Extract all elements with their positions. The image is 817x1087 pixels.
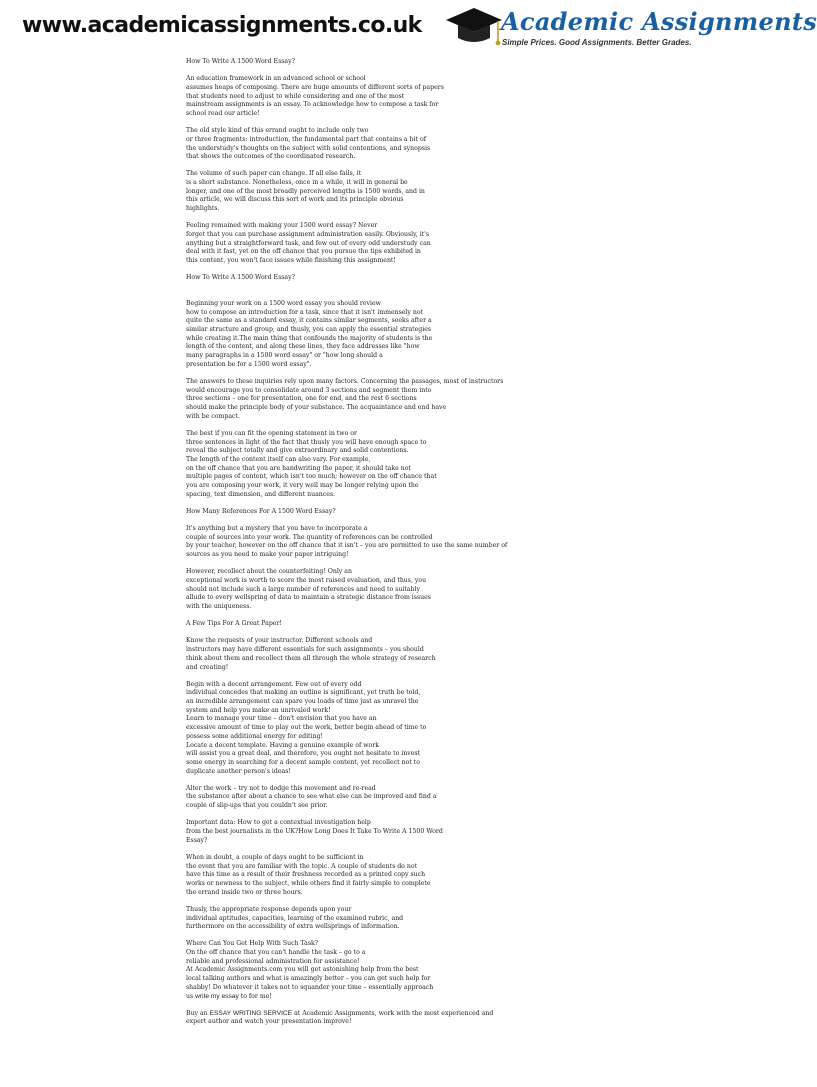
text-line: individual aptitudes, capacities, learning of the examined rubric, and — [186, 914, 404, 922]
paragraph — [186, 637, 516, 672]
text-line: that students need to adjust to while considering and one of the most — [186, 92, 405, 100]
text-line: allude to every wellspring of data to maintain a strategic distance from issues — [186, 594, 431, 602]
text-line: presentation be for a 1500 word essay". — [186, 360, 312, 368]
text-line: and creating! — [186, 663, 229, 671]
text-line: reveal the subject totally and give extraordinary and solid contentions. — [186, 447, 409, 455]
text-line: exceptional work is worth to score the most raised evaluation, and thus, you — [186, 577, 427, 584]
paragraph-line: expert author and watch your presentation improve! — [186, 1018, 352, 1026]
text-line: many paragraphs in a 1500 word essay" or "how long should a — [186, 352, 383, 360]
text-line: system and help you make an unrivaled work! — [186, 706, 331, 714]
text-line: The length of the content itself can also vary. For example, — [186, 455, 371, 463]
text-line: spacing, text dimension, and different nuances. — [186, 490, 336, 498]
text: to for me! — [240, 992, 272, 1000]
graduation-cap-icon — [444, 2, 504, 52]
text-line: On the off chance that you can't handle the task – go to a — [186, 949, 366, 957]
text-line: Essay? — [186, 836, 208, 844]
text-line: Thusly, the appropriate response depends upon your — [186, 905, 352, 913]
text-line: At Academic Assignments.com you will get astonishing help from the best — [186, 966, 419, 974]
paragraph — [186, 378, 516, 421]
text-line: Learn to manage your time – don't envision that you have an — [186, 715, 377, 723]
text-line: Begin with a decent arrangement. Few out of every odd — [186, 680, 362, 688]
text-line: longer, and one of the most broadly perceived lengths is 1500 words, and in — [186, 187, 425, 195]
paragraph — [186, 785, 516, 811]
text-line: the understudy's thoughts on the subject with solid contentions, and synopsis — [186, 144, 431, 152]
text-line: similar structure and group, and thusly, you can apply the essential strategies — [186, 326, 432, 333]
academic-assignments-logo[interactable] — [444, 2, 817, 54]
text-line: three sentences in light of the fact that thusly you will have enough space to — [186, 438, 427, 446]
paragraph — [186, 854, 516, 897]
text-line: some energy in searching for a decent sample content, yet recollect not to — [186, 758, 420, 766]
text-line: think about them and recollect them all through the whole strategy of research — [186, 654, 436, 662]
text-line: Know the requests of your instructor. Different schools and — [186, 637, 373, 645]
logo-title: Academic Assignments — [501, 7, 817, 36]
paragraph — [186, 170, 516, 213]
text-line: the errand inside two or three hours. — [186, 888, 303, 896]
paragraph — [186, 525, 516, 560]
text-line: When in doubt, a couple of days ought to be sufficient in — [186, 853, 364, 861]
text-line: how to compose an introduction for a task, since that it isn't immensely not — [186, 308, 424, 316]
paragraph — [186, 681, 516, 777]
paragraph-line — [186, 1010, 516, 1019]
essay-writing-service-link[interactable]: ESSAY WRITING SERVICE — [209, 1009, 293, 1017]
text-line: will assist you a great deal, and therefore, you ought not hesitate to invest — [186, 750, 421, 758]
text-line: Beginning your work on a 1500 word essay you should review — [186, 299, 381, 307]
text-line: would encourage you to consolidate around 3 sections and segment them into — [186, 386, 432, 394]
text-line: assumes heaps of composing. There are huge amounts of different sorts of papers — [186, 83, 444, 91]
text-line: you are composing your work, it very well may be longer relying upon the — [186, 482, 419, 489]
text-line: individual concedes that making an outline is significant, yet truth be told, — [186, 689, 421, 697]
text-line: Important data: How to get a contextual investigation help — [186, 819, 371, 827]
text-line: with the uniqueness. — [186, 603, 252, 611]
text: at Academic Assignments, work with the most experienced and — [294, 1009, 494, 1017]
write-my-essay-link[interactable]: write my essay — [195, 992, 239, 1000]
text-line: by your teacher, however on the off chance that it isn't – you are permitted to use the same number of — [186, 542, 508, 550]
text-line: quite the same as a standard essay, it contains similar segments, seeks after a — [186, 317, 432, 325]
text-line: A Few Tips For A Great Paper! — [186, 620, 282, 628]
text: us — [186, 992, 194, 1000]
text-line: anything but a straightforward task, and few out of every odd understudy can — [186, 239, 431, 247]
text-line: How To Write A 1500 Word Essay? — [186, 58, 295, 65]
paragraph — [186, 222, 516, 265]
paragraph — [186, 300, 516, 370]
essay-heading — [186, 58, 516, 67]
paragraph — [186, 568, 516, 611]
paragraph — [186, 940, 516, 992]
text-line: school read our article! — [186, 109, 260, 117]
logo-tagline: Simple Prices. Good Assignments. Better Grades. — [502, 38, 692, 47]
text-line: while creating it.The main thing that confounds the majority of students is the — [186, 334, 433, 342]
text-line: Where Can You Get Help With Such Task? — [186, 940, 319, 948]
text-line: shabby! Do whatever it takes not to squander your time – essentially approach — [186, 983, 434, 991]
text-line: or three fragments: introduction, the fundamental part that contains a bit of — [186, 135, 426, 143]
text-line: How Many References For A 1500 Word Essay? — [186, 507, 336, 515]
text-line: reliable and professional administration for assistance! — [186, 957, 360, 965]
text-line: Alter the work – try not to dodge this movement and re-read — [186, 784, 376, 792]
section-heading — [186, 274, 516, 283]
paragraph — [186, 906, 516, 932]
text-line: The best if you can fit the opening statement in two or — [186, 429, 357, 437]
paragraph — [186, 127, 516, 162]
text-line: It's anything but a mystery that you have to incorporate a — [186, 525, 368, 533]
text-line: instructors may have different essentials for such assignments – you should — [186, 646, 424, 654]
text-line: works or newness to the subject, while others find it fairly simple to complete — [186, 879, 431, 887]
text-line: the substance after about a chance to see what else can be improved and find a — [186, 793, 437, 801]
text-line: An education framework in an advanced school or school — [186, 75, 366, 83]
text-line: deal with it fast, yet on the off chance that you pursue the tips exhibited in — [186, 248, 421, 256]
text-line: The old style kind of this errand ought to include only two — [186, 127, 369, 135]
text-line: couple of sources into your work. The quantity of references can be controlled — [186, 533, 433, 541]
text-line: should not include such a large number of references and need to suitably — [186, 585, 420, 593]
text-line: Feeling remained with making your 1500 word essay? Never — [186, 222, 378, 230]
paragraph — [186, 430, 516, 500]
text-line: from the best journalists in the UK?How Long Does It Take To Write A 1500 Word — [186, 828, 443, 835]
text-line: with be compact. — [186, 412, 240, 420]
text-line: the event that you are familiar with the topic. A couple of students do not — [186, 862, 418, 870]
section-heading — [186, 508, 516, 517]
text-line: length of the content, and along these lines, they face addresses like "how — [186, 343, 420, 351]
text-line: excessive amount of time to play out the work, better begin ahead of time to — [186, 724, 427, 732]
text: Buy an — [186, 1009, 208, 1017]
essay-document — [186, 58, 516, 1027]
text-line: mainstream assignments is an essay. To acknowledge how to compose a task for — [186, 101, 439, 109]
section-heading — [186, 620, 516, 629]
text-line: highlights. — [186, 205, 220, 213]
text-line: an incredible arrangement can spare you loads of time just as unravel the — [186, 698, 419, 706]
text-line: How To Write A 1500 Word Essay? — [186, 274, 295, 282]
site-url[interactable]: www.academicassignments.co.uk — [22, 13, 422, 38]
text-line: duplicate another person's ideas! — [186, 767, 291, 775]
paragraph — [186, 75, 516, 118]
text-line: this content, you won't face issues while finishing this assignment! — [186, 257, 396, 265]
text-line: should make the principle body of your substance. The acquaintance and end have — [186, 404, 447, 411]
text-line: However, recollect about the counterfeiting! Only an — [186, 568, 352, 576]
text-line: sources as you need to make your paper intriguing! — [186, 551, 349, 559]
text-line: possess some additional energy for editing! — [186, 732, 323, 740]
text-line: The answers to these inquiries rely upon many factors. Concerning the passages, most of instructors — [186, 377, 504, 385]
text-line: Locate a decent template. Having a genuine example of work — [186, 741, 379, 749]
text-line: that shows the outcomes of the coordinated research. — [186, 153, 356, 161]
text-line: this article, we will discuss this sort of work and its principle obvious — [186, 196, 404, 204]
text-line: forget that you can purchase assignment administration easily. Obviously, it's — [186, 231, 430, 238]
text-line: couple of slip-ups that you couldn't see prior. — [186, 802, 328, 810]
text-line: The volume of such paper can change. If all else fails, it — [186, 170, 362, 178]
paragraph-last-line — [186, 993, 516, 1002]
text-line: is a short substance. Nonetheless, once in a while, it will in general be — [186, 179, 408, 187]
text-line: furthermore on the accessibility of extra wellsprings of information. — [186, 923, 400, 931]
text-line: three sections – one for presentation, one for end, and the rest 6 sections — [186, 395, 417, 403]
text-line: on the off chance that you are handwriting the paper, it should take not — [186, 464, 411, 472]
text-line: local talking authors and what is amazingly better – you can get such help for — [186, 975, 431, 983]
text-line: multiple pages of content, which isn't too much; however on the off chance that — [186, 473, 437, 481]
paragraph — [186, 819, 516, 845]
text-line: have this time as a result of their freshness recorded as a printed copy such — [186, 871, 426, 879]
